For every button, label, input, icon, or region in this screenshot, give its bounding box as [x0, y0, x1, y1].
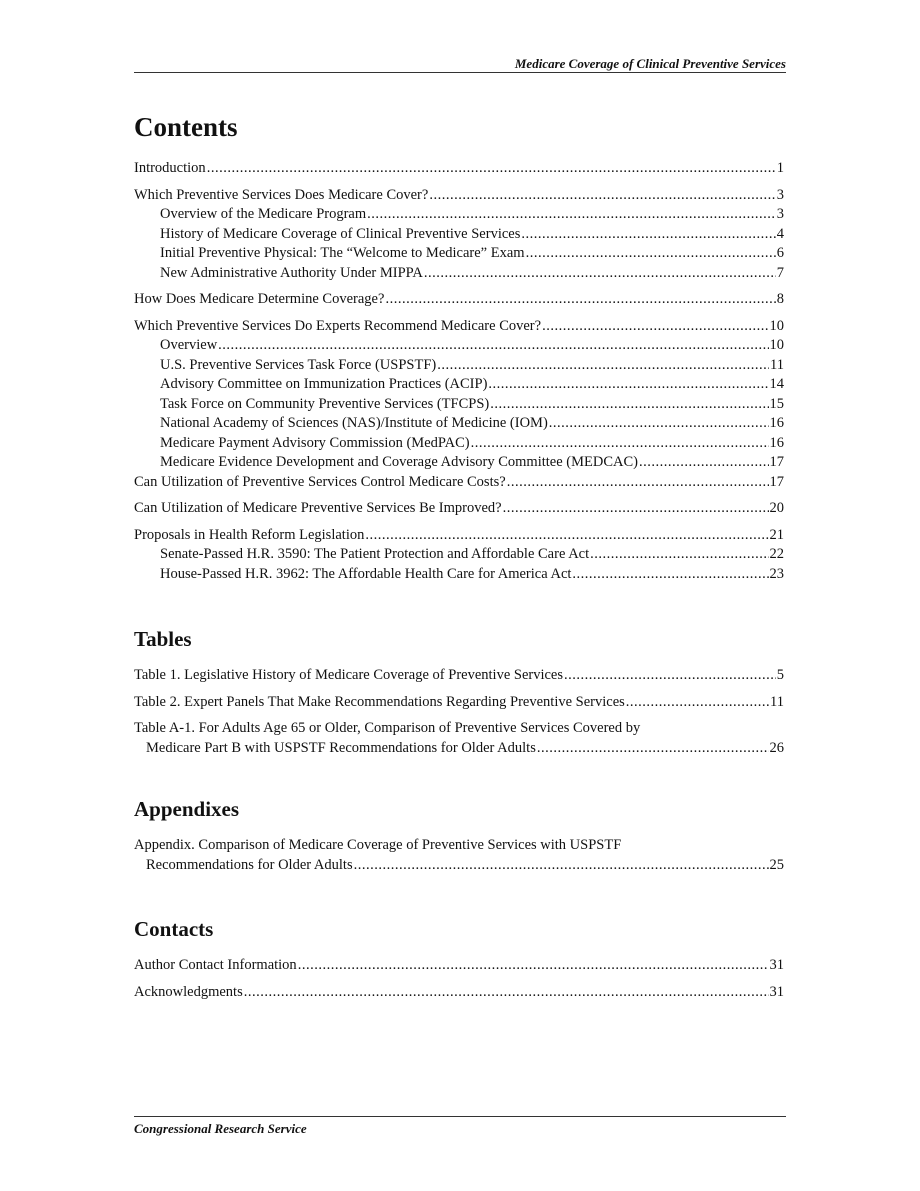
contacts-heading: Contacts — [134, 917, 214, 941]
toc-entry[interactable]: House-Passed H.R. 3962: The Affordable Health Care for America Act ..... 23 — [134, 565, 784, 585]
contents-section — [134, 112, 784, 584]
toc-entry[interactable]: Can Utilization of Preventive Services Control Medicare Costs? ..... 17 — [134, 473, 784, 493]
toc-entry[interactable]: Initial Preventive Physical: The “Welcome to Medicare” Exam ..... 6 — [134, 244, 784, 264]
toc-entry[interactable]: How Does Medicare Determine Coverage? ..... 8 — [134, 290, 784, 310]
toc-entry[interactable]: Which Preventive Services Do Experts Recommend Medicare Cover? ..... 10 — [134, 317, 784, 337]
appendixes-heading: Appendixes — [134, 797, 240, 821]
toc-entry[interactable]: Medicare Payment Advisory Commission (MedPAC) ..... 16 — [134, 434, 784, 454]
appendix-list-entry[interactable]: Appendix. Comparison of Medicare Coverage of Preventive Services with USPSTF Recommendations for Older Adults ..... 25 — [134, 836, 784, 875]
tables-section — [134, 627, 784, 758]
toc-entry[interactable]: Overview of the Medicare Program ..... 3 — [134, 205, 784, 225]
table-list-entry[interactable]: Table A-1. For Adults Age 65 or Older, Comparison of Preventive Services Covered by Medicare Part B with USPSTF Recommendations for Older Adults ..... 26 — [134, 719, 784, 758]
appendixes-section — [134, 797, 784, 875]
toc-entry[interactable]: Task Force on Community Preventive Services (TFCPS) ..... 15 — [134, 395, 784, 415]
toc-entry[interactable]: Introduction ..... 1 — [134, 159, 784, 179]
tables-heading: Tables — [134, 627, 192, 651]
running-footer: Congressional Research Service — [134, 1121, 307, 1136]
table-list-entry[interactable]: Table 1. Legislative History of Medicare Coverage of Preventive Services ..... 5 — [134, 666, 784, 686]
toc-entry[interactable]: National Academy of Sciences (NAS)/Institute of Medicine (IOM) ..... 16 — [134, 414, 784, 434]
running-header: Medicare Coverage of Clinical Preventive Services — [514, 56, 786, 71]
contents-heading: Contents — [134, 112, 238, 142]
toc-entry[interactable]: Overview ..... 10 — [134, 336, 784, 356]
toc-entry[interactable]: U.S. Preventive Services Task Force (USPSTF) ..... 11 — [134, 356, 784, 376]
toc-entry[interactable]: History of Medicare Coverage of Clinical Preventive Services ..... 4 — [134, 225, 784, 245]
toc-entry[interactable]: Can Utilization of Medicare Preventive Services Be Improved? ..... 20 — [134, 499, 784, 519]
toc-entry[interactable]: Proposals in Health Reform Legislation ..... 21 — [134, 526, 784, 546]
contacts-section — [134, 917, 784, 1002]
toc-entry[interactable]: Medicare Evidence Development and Coverage Advisory Committee (MEDCAC) ..... 17 — [134, 453, 784, 473]
toc-entry[interactable]: New Administrative Authority Under MIPPA ..... 7 — [134, 264, 784, 284]
toc-entry[interactable]: Which Preventive Services Does Medicare Cover? ..... 3 — [134, 186, 784, 206]
toc-entry[interactable]: Advisory Committee on Immunization Practices (ACIP) ..... 14 — [134, 375, 784, 395]
contact-list-entry[interactable]: Acknowledgments ..... 31 — [134, 983, 784, 1003]
header-divider — [134, 72, 786, 73]
table-list-entry[interactable]: Table 2. Expert Panels That Make Recommendations Regarding Preventive Services ..... 11 — [134, 693, 784, 713]
toc-entry[interactable]: Senate-Passed H.R. 3590: The Patient Protection and Affordable Care Act ..... 22 — [134, 545, 784, 565]
contact-list-entry[interactable]: Author Contact Information ..... 31 — [134, 956, 784, 976]
footer-divider — [134, 1116, 786, 1117]
